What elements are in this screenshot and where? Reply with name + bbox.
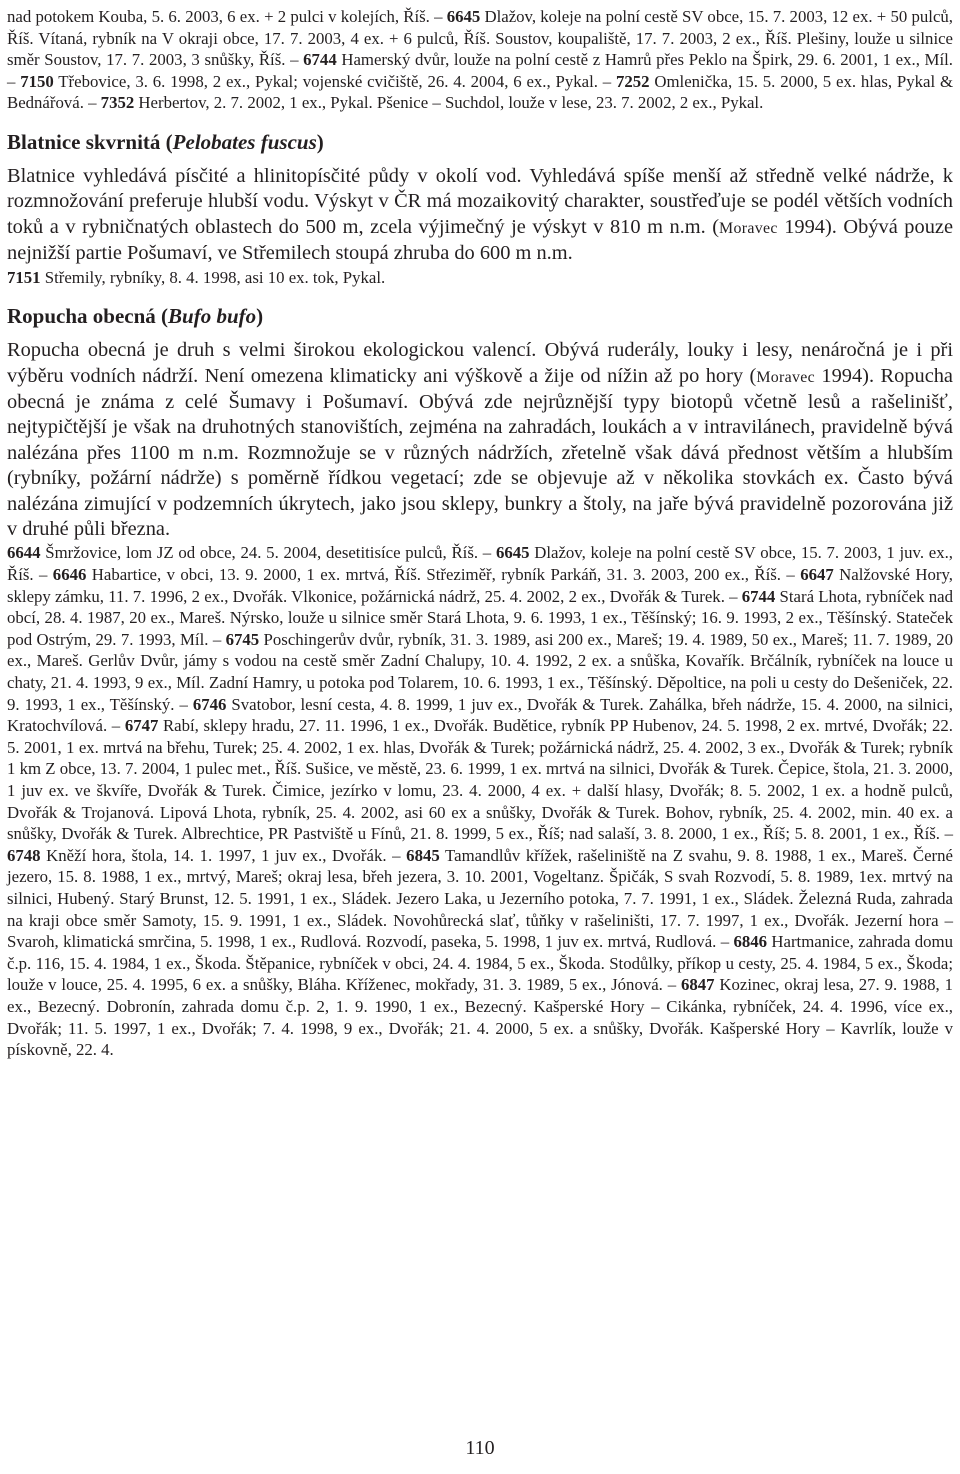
grid-square-number: 7352: [100, 93, 135, 113]
record-text: Kněží hora, štola, 14. 1. 1997, 1 juv ex., Dvořák. –: [40, 845, 407, 865]
grid-square-number: 6748: [7, 845, 41, 865]
record-text: Poschingerův dvůr, rybník, 31. 3. 1989, asi 200 ex., Mareš; 19. 4. 1989, 50 ex., Mareš; 11. 7. 1989, 20 ex., Mareš. Gerlův Dvůr, jámy s vodou na cestě směr Zadní Chalupy, 10. 4. 1992, 2 ex. a snůška, Kovařík. Brčálník, rybníček na louce u chaty, 21. 4. 1993, 9 ex., Míl. Zadní Hamry, u potoka pod Tolarem, 10. 6. 1993, 1 ex., Těšínský. Děpoltice, na poli u cesty do Dešeniček, 22. 9. 1993, 1 ex., Těšínský. –: [7, 629, 953, 714]
grid-square-number: 7151: [7, 267, 41, 287]
record-text: Nalžovské Hory, sklepy zámku, 11. 7. 1996, 2 ex., Dvořák. Vlkonice, požárnická nádrž, 25. 4. 2002, 2 ex., Dvořák & Turek. –: [7, 565, 953, 606]
citation-author: Moravec: [756, 368, 815, 386]
record-text: Rabí, sklepy hradu, 27. 11. 1996, 1 ex., Dvořák. Budětice, rybník PP Hubenov, 24. 5. 1998, 2 ex. mrtvé, Dvořák; 22. 5. 2001, 1 ex. mrtvá na břehu, Turek; 25. 4. 2002, 1 ex. hlas, Dvořák & Turek; požárnická nádrž, 25. 4. 2002, 3 ex., Dvořák & Turek; rybník 1 km Z obce, 13. 7. 2004, 1 pulec met., Říš. Sušice, ve městě, 23. 6. 1999, 1 ex. mrtvá na silnici, Dvořák & Turek. Čepice, štola, 21. 3. 2000, 1 juv ex. ve škvíře, Dvořák & Turek. Čimice, jezírko v lomu, 23. 4. 2000, 4 ex. + další hlasy, Dvořák; 8. 5. 2002, 1 ex. a hodně pulců, Dvořák & Trojanová. Lipová Lhota, rybník, 25. 4. 2002, asi 60 ex a snůšky, Dvořák & Turek. Bohov, rybník, 25. 4. 2002, min. 40 ex. a snůšky, Dvořák & Turek. Albrechtice, PR Pastviště u Fínů, 21. 8. 1999, 5 ex., Říš; nad salaší, 3. 8. 2000, 1 ex., Říš; 5. 8. 2001, 1 ex., Říš. –: [7, 716, 953, 844]
record-text: Kozinec, okraj lesa, 27. 9. 1988, 1 ex., Bezecný. Dobronín, zahrada domu č.p. 2, 1. 9. 1990, 1 ex., Bezecný. Kašperské Hory – Cikánka, rybníček, 24. 4. 1996, více ex., Dvořák; 11. 5. 1997, 1 ex., Dvořák; 7. 4. 1998, 9 ex., Dvořák; 21. 4. 2000, 5 ex. a snůšky, Dvořák. Kašperské Hory – Kavrlík, louže v pískovně, 22. 4.: [7, 975, 953, 1060]
species-heading-bufo: [7, 303, 953, 329]
record-text: Šmržovice, lom JZ od obce, 24. 5. 2004, desetitisíce pulců, Říš. –: [40, 543, 496, 563]
heading-latin-name: Bufo bufo: [168, 304, 257, 329]
grid-square-number: 7252: [615, 71, 650, 91]
citation-author: Moravec: [719, 219, 778, 237]
grid-square-number: 6645: [446, 7, 481, 26]
record-text: Stará Lhota, rybníček nad obcí, 28. 4. 1987, 20 ex., Mareš. Nýrsko, louže u silnice směr Stará Lhota, 9. 6. 1993, 1 ex., Těšínský; 16. 9. 1993, 2 ex., Těšínský. Stateček pod Ostrým, 29. 7. 1993, Míl. –: [7, 586, 953, 649]
record-text: Hartmanice, zahrada domu č.p. 116, 15. 4. 1984, 1 ex., Škoda. Štěpanice, rybníček v obci, 24. 4. 1984, 5 ex., Škoda. Stodůlky, příkop u cesty, 25. 4. 1984, 5 ex., Škoda; louže v louce, 25. 4. 1995, 6 ex. a snůšky, Bláha. Kříženec, mokřady, 31. 3. 1989, 5 ex., Jónová. –: [7, 932, 953, 995]
record-text: Střemily, rybníky, 8. 4. 1998, asi 10 ex. tok, Pykal.: [40, 267, 386, 287]
grid-square-number: 6846: [733, 932, 768, 952]
grid-square-number: 6847: [680, 975, 715, 995]
document-page: [7, 6, 953, 1061]
description-text: Blatnice vyhledává písčité a hlinitopísčité půdy v okolí vod. Vyhledává spíše menší až středně velké nádrže, k rozmnožování preferuje hlubší vodu. Výskyt v ČR má mozaikovitý charakter, soustřeďuje se podél větších vodních toků a v rybničnatých oblastech do 500 m, zcela výjimečný je výskyt v 810 m n.m. (: [7, 164, 953, 238]
grid-square-number: 6746: [192, 694, 227, 714]
grid-square-number: 6646: [52, 565, 87, 585]
grid-square-number: 6647: [800, 565, 834, 585]
page-number: 110: [465, 1437, 495, 1459]
grid-square-number: 6744: [303, 50, 337, 70]
heading-paren: ): [256, 304, 264, 329]
records-pelobates: [7, 267, 953, 289]
grid-square-number: 6744: [741, 586, 776, 606]
records-bufo: [7, 542, 953, 1060]
record-text: nad potokem Kouba, 5. 6. 2003, 6 ex. + 2 pulci v kolejích, Říš. –: [7, 7, 447, 26]
grid-square-number: 7150: [20, 71, 54, 91]
description-text: 1994). Obývá pouze nejnižší partie Pošumaví, ve Střemilech stoupá zhruba do 600 m n.m.: [7, 215, 953, 265]
heading-czech-name: Ropucha obecná (: [7, 304, 169, 329]
record-text: Habartice, v obci, 13. 9. 2000, 1 ex. mrtvá, Říš. Střeziměř, rybník Parkáň, 31. 3. 2003, 200 ex., Říš. –: [86, 565, 801, 585]
record-text: Třebovice, 3. 6. 1998, 2 ex., Pykal; vojenské cvičiště, 26. 4. 2004, 6 ex., Pykal. –: [53, 71, 616, 91]
record-text: Dlažov, koleje na polní cestě SV obce, 15. 7. 2003, 1 juv. ex., Říš. –: [7, 543, 953, 585]
records-continuation: [7, 6, 953, 114]
description-text: Ropucha obecná je druh s velmi širokou ekologickou valencí. Obývá ruderály, louky i lesy, nenáročná je i při výběru vodních nádrží. Není omezena klimaticky ani výškově a žije od nížin až po hory (: [7, 339, 953, 387]
grid-square-number: 6745: [225, 629, 260, 649]
record-text: Herbertov, 2. 7. 2002, 1 ex., Pykal. Pšenice – Suchdol, louže v lese, 23. 7. 2002, 2 ex., Pykal.: [134, 93, 764, 113]
grid-square-number: 6645: [495, 543, 530, 563]
heading-paren: ): [316, 129, 324, 154]
record-text: Tamandlův křížek, rašeliniště na Z svahu, 9. 8. 1988, 1 ex., Mareš. Černé jezero, 15. 8. 1988, 1 ex., mrtvý, Mareš; okraj lesa, břeh jezera, 3. 10. 2001, Vogeltanz. Špičák, S svah Rozvodí, 5. 8. 1989, 1ex. mrtvý na silnici, Hubený. Starý Brunst, 12. 5. 1991, 1 ex., Sládek. Jezero Laka, u Jezerního potoka, 7. 7. 1991, 1 ex., Sládek. Železná Ruda, zahrada na kraji obce směr Samoty, 15. 9. 1991, 1 ex., Sládek. Novohůrecká slať, tůňky v rašeliništi, 17. 7. 1997, 1 ex., Dvořák. Jezerní hora – Svaroh, klimatická smrčina, 5. 1998, 1 ex., Rudlová. Rozvodí, paseka, 5. 1998, 1 juv ex. mrtvá, Rudlová. –: [7, 845, 953, 952]
heading-czech-name: Blatnice skvrnitá (: [7, 129, 173, 154]
grid-square-number: 6845: [406, 845, 440, 865]
record-text: Hamerský dvůr, louže na polní cestě z Hamrů přes Peklo na Špirk, 29. 6. 2001, 1 ex., Míl. –: [7, 50, 953, 91]
record-text: Svatobor, lesní cesta, 4. 8. 1999, 1 juv ex., Dvořák & Turek. Zahálka, břeh nádrže, 15. 4. 2000, na silnici, Kratochvílová. –: [7, 694, 954, 736]
grid-square-number: 6644: [7, 543, 41, 563]
heading-latin-name: Pelobates fuscus: [172, 129, 317, 154]
species-description-pelobates: [7, 164, 953, 267]
species-heading-pelobates: [7, 129, 953, 155]
record-text: Dlažov, koleje na polní cestě SV obce, 15. 7. 2003, 12 ex. + 50 pulců, Říš. Vítaná, rybník na V okraji obce, 17. 7. 2003, 4 ex. + 6 pulců, Říš. Soustov, koupaliště, 17. 7. 2003, 2 ex., Říš. Plešiny, louže u silnice směr Soustov, 17. 7. 2003, 3 snůšky, Říš. –: [7, 7, 953, 70]
grid-square-number: 6747: [124, 716, 159, 736]
species-description-bufo: [7, 338, 953, 542]
description-text: 1994). Ropucha obecná je známa z celé Šumavy i Pošumaví. Obývá zde nejrůznější typy biotopů včetně lesů a rašelinišť, nejtypičtější je však na druhotných stanovištích, zejména na zahradách, loukách a v intravilánech, pravidelně bývá nalézána přes 1100 m n.m. Rozmnožuje se v různých nádržích, zřetelně však dává přednost větším a hlubším (rybníky, požární nádrže) s poměrně řídkou vegetací; zde se objevuje až v několika stovkách ex. Často bývá nalézána zimující v podzemních úkrytech, jako jsou sklepy, bunkry a štoly, na jaře bývá pravidelně pozorována již v druhé půli března.: [7, 364, 953, 541]
record-text: Omlenička, 15. 5. 2000, 5 ex. hlas, Pykal & Bednářová. –: [7, 71, 953, 113]
